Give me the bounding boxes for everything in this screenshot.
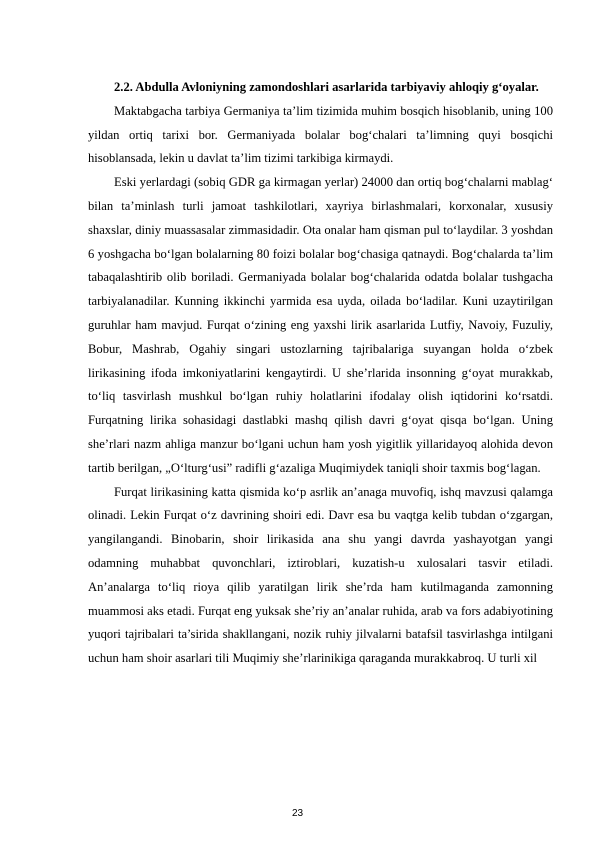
section-heading: 2.2. Abdulla Avloniyning zamondoshlari asarlarida tarbiyaviy ahloqiy g‘oyalar. [114,80,539,94]
page-number: 23 [291,808,304,819]
paragraph-3: Furqat lirikasining katta qismida ko‘p asrlik an’anaga muvofiq, ishq mavzusi qalamga olinadi. Lekin Furqat o‘z davrining shoiri edi. Davr esa bu vaqtga kelib tubdan o‘zgargan, yangilangandi. Binobarin, shoir lirikasida ana shu yangi davrda yashayotgan yangi odamning muhabbat quvonchlari, iztiroblari, kuzatish-u xulosalari tasvir etiladi. An’analarga to‘liq rioya qilib yaratilgan lirik she’rda ham kutilmaganda zamonning muammosi aks etadi. Furqat eng yuksak she’riy an’analar ruhida, arab va fors adabiyotining yuqori tajribalari ta’sirida shakllangani, nozik ruhiy jilvalarni batafsil tasvirlashga intilgani uchun ham shoir asarlari tili Muqimiy she’rlarinikiga qaraganda murakkabroq. U turli xil [88,484,553,666]
paragraph-1: Maktabgacha tarbiya Germaniya ta’lim tizimida muhim bosqich hisoblanib, uning 100 yildan ortiq tarixi bor. Germaniyada bolalar bog‘chalari ta’limning quyi bosqichi hisoblansada, lekin u davlat ta’lim tizimi tarkibiga kirmaydi. [88,103,553,166]
paragraph-2: Eski yerlardagi (sobiq GDR ga kirmagan yerlar) 24000 dan ortiq bog‘chalarni mablag‘ bilan ta’minlash turli jamoat tashkilotlari, xayriya birlashmalari, korxonalar, xususiy shaxslar, diniy muassasalar zimmasidadir. Ota onalar ham qisman pul to‘laydilar. 3 yoshdan 6 yoshgacha bo‘lgan bolalarning 80 foizi bolalar bog‘chasiga qatnaydi. Bog‘chalarda ta’lim tabaqalashtirib olib boriladi. Germaniyada bolalar bog‘chalarida odatda bolalar tushgacha tarbiyalanadilar. Kunning ikkinchi yarmida esa uyda, oilada bo‘ladilar. Kuni uzaytirilgan guruhlar ham mavjud. Furqat o‘zining eng yaxshi lirik asarlarida Lutfiy, Navoiy, Fuzuliy, Bobur, Mashrab, Ogahiy singari ustozlarning tajribalariga suyangan holda o‘zbek lirikasining ifoda imkoniyatlarini kengaytirdi. U she’rlarida insonning g‘oyat murakkab, to‘liq tasvirlash mushkul bo‘lgan ruhiy holatlarini ifodalay olish iqtidorini ko‘rsatdi. Furqatning lirika sohasidagi dastlabki mashq qilish davri g‘oyat qisqa bo‘lgan. Uning she’rlari nazm ahliga manzur bo‘lgani uchun ham yosh yigitlik yillaridayoq alohida devon tartib berilgan, „O‘lturg‘usi” radifli g‘azaliga Muqimiydek taniqli shoir taxmis bog‘lagan. [88,175,553,475]
document-body [88,76,553,671]
